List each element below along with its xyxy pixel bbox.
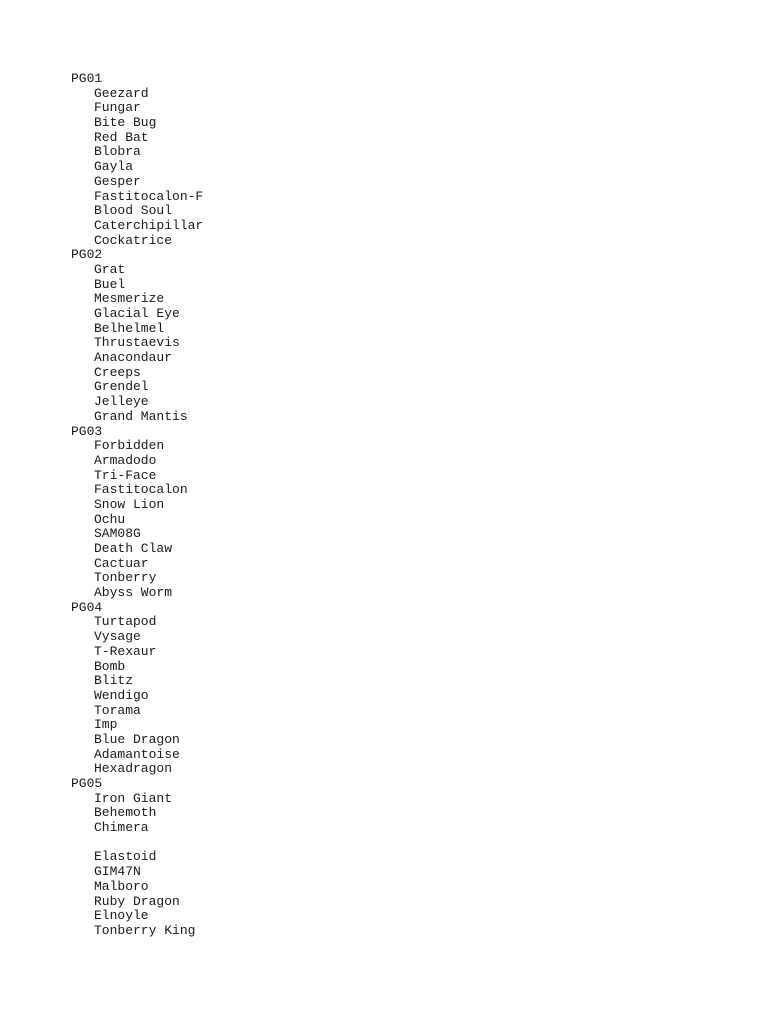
group-title: PG01 xyxy=(71,71,103,86)
card-item: Grand Mantis xyxy=(94,408,188,424)
card-item: Thrustaevis xyxy=(94,335,180,351)
card-item: Anacondaur xyxy=(94,350,173,366)
card-item: Bomb xyxy=(94,658,126,674)
card-item: Mesmerize xyxy=(94,291,165,307)
card-item: Jelleye xyxy=(94,394,149,410)
card-item: Cactuar xyxy=(94,555,149,571)
card-item: Glacial Eye xyxy=(94,306,180,321)
card-item: Elastoid xyxy=(94,849,157,865)
group-title: PG03 xyxy=(71,423,103,439)
card-item: Iron Giant xyxy=(94,790,173,806)
card-item: Creeps xyxy=(94,364,141,380)
card-item: Torama xyxy=(94,702,141,718)
card-item: Bite Bug xyxy=(94,115,157,131)
card-item: Blue Dragon xyxy=(94,731,180,747)
card-item: Hexadragon xyxy=(94,761,173,777)
card-item: Geezard xyxy=(94,85,149,101)
card-item: Blitz xyxy=(94,673,134,689)
group-title: PG02 xyxy=(71,247,103,263)
card-item: T-Rexaur xyxy=(94,643,157,659)
card-item: Death Claw xyxy=(94,541,173,556)
card-item: Fastitocalon xyxy=(94,482,188,498)
card-item: GIM47N xyxy=(94,864,141,880)
card-item: Cockatrice xyxy=(94,232,173,248)
card-item: Chimera xyxy=(94,820,149,836)
card-item: Blobra xyxy=(94,144,141,160)
card-item: Blood Soul xyxy=(94,203,173,219)
card-item: Abyss Worm xyxy=(94,585,173,601)
card-item: Ochu xyxy=(94,511,126,527)
group-title: PG04 xyxy=(71,599,103,615)
card-list-document xyxy=(71,72,203,939)
card-item: Forbidden xyxy=(94,438,165,454)
card-item xyxy=(71,836,203,851)
card-item: Behemoth xyxy=(94,805,157,821)
card-item: Snow Lion xyxy=(94,496,165,512)
card-item: Tri-Face xyxy=(94,467,157,483)
card-item: Grat xyxy=(94,261,126,277)
card-item: Belhelmel xyxy=(94,320,165,336)
card-item: Gayla xyxy=(94,159,134,175)
card-item: Vysage xyxy=(94,629,141,645)
card-item: Imp xyxy=(94,717,118,733)
card-item: Tonberry King xyxy=(94,922,196,938)
card-item: Wendigo xyxy=(94,687,149,703)
card-item: Malboro xyxy=(94,878,149,894)
card-item: Caterchipillar xyxy=(94,217,204,233)
card-item: Ruby Dragon xyxy=(94,893,180,909)
card-item: Adamantoise xyxy=(94,746,180,762)
group-title: PG05 xyxy=(71,776,103,791)
card-item: Armadodo xyxy=(94,452,157,468)
card-item: Fastitocalon-F xyxy=(94,188,204,204)
card-item: Elnoyle xyxy=(94,908,149,924)
card-item: Gesper xyxy=(94,173,141,189)
card-item: Turtapod xyxy=(94,614,157,630)
card-item: Fungar xyxy=(94,100,141,116)
card-item: Red Bat xyxy=(94,129,149,145)
card-item: SAM08G xyxy=(94,526,141,542)
card-item: Tonberry xyxy=(94,570,157,586)
card-item: Grendel xyxy=(94,379,149,395)
card-item: Buel xyxy=(94,276,126,292)
